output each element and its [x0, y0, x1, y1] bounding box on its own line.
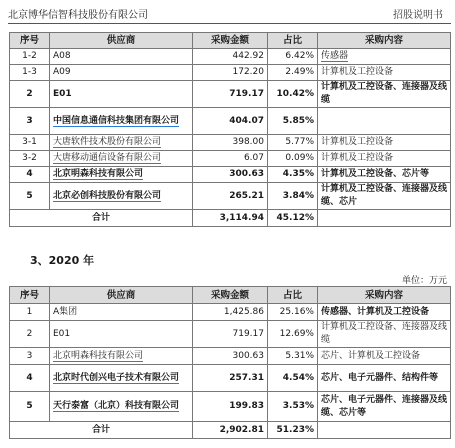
row-supplier: E01: [50, 321, 193, 348]
row-ratio: 5.31%: [268, 348, 318, 365]
col-header-supplier: 供应商: [50, 287, 193, 304]
row-no: 3: [10, 348, 50, 365]
row-content: 传感器、计算机及工控设备: [318, 304, 451, 321]
row-ratio: 12.69%: [268, 321, 318, 348]
row-supplier: A集团: [50, 304, 193, 321]
row-no: 4: [10, 167, 50, 183]
col-header-ratio: 占比: [268, 287, 318, 304]
row-no: 2: [10, 81, 50, 108]
row-supplier: A08: [50, 49, 193, 65]
row-supplier: [50, 135, 193, 151]
total-amount: 3,114.94: [193, 210, 268, 227]
table-row: [10, 183, 451, 210]
total-ratio: 45.12%: [268, 210, 318, 227]
total-ratio: 51.23%: [268, 422, 318, 439]
table-row: [10, 49, 451, 65]
col-header-ratio: 占比: [268, 33, 318, 49]
col-header-content: 采购内容: [318, 287, 451, 304]
table-row: [10, 81, 451, 108]
row-amount: 404.07: [193, 108, 268, 135]
table-row: [10, 392, 451, 422]
col-header-amount: 采购金额: [193, 33, 268, 49]
row-no: 1-3: [10, 65, 50, 81]
row-ratio: 6.42%: [268, 49, 318, 65]
row-no: 3: [10, 108, 50, 135]
row-content: 计算机及工控设备、连接器及线缆: [318, 81, 451, 108]
document-title: 招股说明书: [393, 10, 443, 21]
row-content: 计算机及工控设备: [318, 135, 451, 151]
row-no: 4: [10, 365, 50, 392]
supplier-table-2020: [9, 286, 451, 439]
row-content-text: 传感器: [321, 51, 349, 61]
row-ratio: 3.84%: [268, 183, 318, 210]
table-total-row: [10, 422, 451, 439]
row-no: 1-2: [10, 49, 50, 65]
table-row: [10, 348, 451, 365]
row-content: 计算机及工控设备、芯片等: [318, 167, 451, 183]
row-amount: 300.63: [193, 167, 268, 183]
row-ratio: 0.09%: [268, 151, 318, 167]
total-label: 合计: [10, 422, 193, 439]
row-supplier: [50, 348, 193, 365]
total-amount: 2,902.81: [193, 422, 268, 439]
row-no: 3-2: [10, 151, 50, 167]
table-row: [10, 108, 451, 135]
row-content: [318, 108, 451, 135]
row-no: 3-1: [10, 135, 50, 151]
row-content: 芯片、电子元器件、连接器及线缆、芯片等: [318, 392, 451, 422]
row-content: 计算机及工控设备、连接器及线缆: [318, 321, 451, 348]
row-supplier-text: 天行泰富（北京）科技有限公司: [53, 401, 180, 411]
row-supplier: [50, 167, 193, 183]
table-row: [10, 135, 451, 151]
total-content: [318, 422, 451, 439]
row-supplier-text: 北京时代创兴电子技术有限公司: [53, 372, 180, 383]
supplier-table-prior-year: [9, 32, 451, 227]
row-supplier: A09: [50, 65, 193, 81]
row-content: 芯片、计算机及工控设备: [318, 348, 451, 365]
row-amount: 6.07: [193, 151, 268, 167]
row-ratio: 5.77%: [268, 135, 318, 151]
row-no: 2: [10, 321, 50, 348]
row-content: 计算机及工控设备: [318, 65, 451, 81]
section-title: 3、2020 年: [30, 254, 95, 267]
col-header-no: 序号: [10, 287, 50, 304]
company-name: 北京博华信智科技股份有限公司: [8, 10, 148, 21]
row-supplier: [50, 183, 193, 210]
row-amount: 1,425.86: [193, 304, 268, 321]
row-supplier: [50, 365, 193, 392]
row-ratio: 4.35%: [268, 167, 318, 183]
row-supplier-text: 北京明森科技有限公司: [53, 350, 144, 361]
col-header-supplier: 供应商: [50, 33, 193, 49]
row-amount: 257.31: [193, 365, 268, 392]
row-content: 芯片、电子元器件、结构件等: [318, 365, 451, 392]
row-supplier: [50, 151, 193, 167]
row-amount: 719.17: [193, 81, 268, 108]
row-supplier: [50, 108, 193, 135]
table-total-row: [10, 210, 451, 227]
page-header: [0, 0, 455, 26]
row-no: 5: [10, 392, 50, 422]
row-amount: 172.20: [193, 65, 268, 81]
row-content: 计算机及工控设备: [318, 151, 451, 167]
row-ratio: 10.42%: [268, 81, 318, 108]
row-no: 1: [10, 304, 50, 321]
row-content: 计算机及工控设备、连接器及线缆、芯片: [318, 183, 451, 210]
row-ratio: 25.16%: [268, 304, 318, 321]
table-row: [10, 321, 451, 348]
row-supplier-text: 中国信息通信科技集团有限公司: [53, 115, 180, 126]
table-row: [10, 167, 451, 183]
row-amount: 265.21: [193, 183, 268, 210]
table-row: [10, 65, 451, 81]
col-header-content: 采购内容: [318, 33, 451, 49]
row-ratio: 3.53%: [268, 392, 318, 422]
row-ratio: 2.49%: [268, 65, 318, 81]
row-ratio: 4.54%: [268, 365, 318, 392]
total-content: [318, 210, 451, 227]
row-supplier-text: 大唐软件技术股份有限公司: [53, 137, 162, 147]
row-no: 5: [10, 183, 50, 210]
row-amount: 199.83: [193, 392, 268, 422]
row-amount: 300.63: [193, 348, 268, 365]
row-supplier-text: 大唐移动通信设备有限公司: [53, 153, 162, 163]
col-header-no: 序号: [10, 33, 50, 49]
table-row: [10, 365, 451, 392]
row-supplier-text: 北京明森科技有限公司: [53, 169, 144, 179]
row-amount: 442.92: [193, 49, 268, 65]
unit-label: 单位：万元: [401, 276, 447, 286]
row-supplier: E01: [50, 81, 193, 108]
header-divider: [8, 23, 451, 24]
row-amount: 398.00: [193, 135, 268, 151]
row-amount: 719.17: [193, 321, 268, 348]
total-label: 合计: [10, 210, 193, 227]
col-header-amount: 采购金额: [193, 287, 268, 304]
table-row: [10, 151, 451, 167]
row-content: [318, 49, 451, 65]
row-supplier-text: 北京必创科技股份有限公司: [53, 190, 162, 201]
table-row: [10, 304, 451, 321]
row-supplier: [50, 392, 193, 422]
row-ratio: 5.85%: [268, 108, 318, 135]
